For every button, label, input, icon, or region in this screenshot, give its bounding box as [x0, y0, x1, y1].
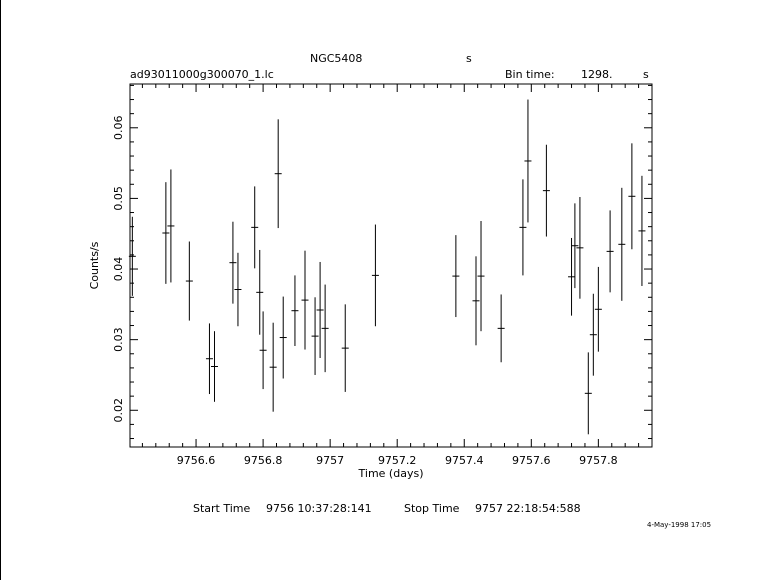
data-point: [280, 297, 287, 379]
data-point: [472, 256, 479, 345]
data-points: [129, 100, 646, 435]
y-tick-label: 0.06: [112, 115, 125, 141]
file-name: ad93011000g300070_1.lc: [130, 68, 274, 81]
data-point: [234, 253, 241, 326]
data-point: [186, 241, 193, 320]
data-point: [229, 222, 236, 304]
data-point: [302, 251, 309, 350]
data-point: [571, 203, 578, 288]
data-point: [372, 225, 379, 327]
start-time-value: 9756 10:37:28:141: [266, 502, 372, 515]
x-axis-label: Time (days): [358, 467, 424, 480]
plot-timestamp: 4-May-1998 17:05: [647, 521, 712, 529]
data-point: [167, 169, 174, 282]
data-point: [317, 262, 324, 358]
axis-ticks: [130, 84, 652, 447]
stop-time-label: Stop Time: [404, 502, 460, 515]
data-point: [291, 275, 298, 346]
data-point: [270, 323, 277, 412]
x-tick-label: 9756.6: [176, 454, 216, 467]
data-point: [162, 182, 169, 284]
x-tick-label: 9757.6: [512, 454, 551, 467]
data-point: [478, 221, 485, 331]
object-name: NGC5408: [310, 52, 363, 65]
x-tick-label: 9757.2: [377, 454, 417, 467]
data-point: [452, 235, 459, 317]
start-time-label: Start Time: [193, 502, 251, 515]
x-tick-label: 9757: [316, 454, 345, 467]
y-tick-label: 0.04: [112, 256, 125, 282]
axis-tick-labels: [112, 116, 618, 467]
object-unit: s: [466, 52, 472, 65]
bin-time-label: Bin time:: [505, 68, 555, 81]
data-point: [524, 100, 531, 223]
data-point: [607, 210, 614, 292]
x-tick-label: 9757.8: [579, 454, 618, 467]
data-point: [211, 331, 218, 402]
data-point: [618, 188, 625, 301]
data-point: [256, 250, 263, 335]
plot-frame: [130, 84, 652, 447]
y-axis-label: Counts/s: [88, 241, 101, 290]
data-point: [342, 304, 349, 392]
bin-time-value: 1298.: [581, 68, 613, 81]
data-point: [543, 145, 550, 237]
data-point: [312, 297, 319, 375]
data-point: [585, 352, 592, 434]
data-point: [275, 119, 282, 228]
x-tick-label: 9756.8: [243, 454, 283, 467]
data-point: [251, 186, 258, 268]
data-point: [568, 238, 575, 316]
data-point: [260, 311, 267, 389]
y-tick-label: 0.02: [112, 398, 125, 423]
stop-time-value: 9757 22:18:54:588: [475, 502, 581, 515]
data-point: [590, 294, 597, 376]
data-point: [628, 143, 635, 249]
x-tick-label: 9757.4: [445, 454, 484, 467]
data-point: [206, 323, 213, 394]
data-point: [576, 197, 583, 299]
bin-time-unit: s: [643, 68, 649, 81]
data-point: [595, 267, 602, 352]
y-tick-label: 0.03: [112, 327, 125, 352]
data-point: [322, 285, 329, 373]
y-tick-label: 0.05: [112, 186, 125, 211]
data-point: [498, 294, 505, 362]
data-point: [519, 179, 526, 275]
